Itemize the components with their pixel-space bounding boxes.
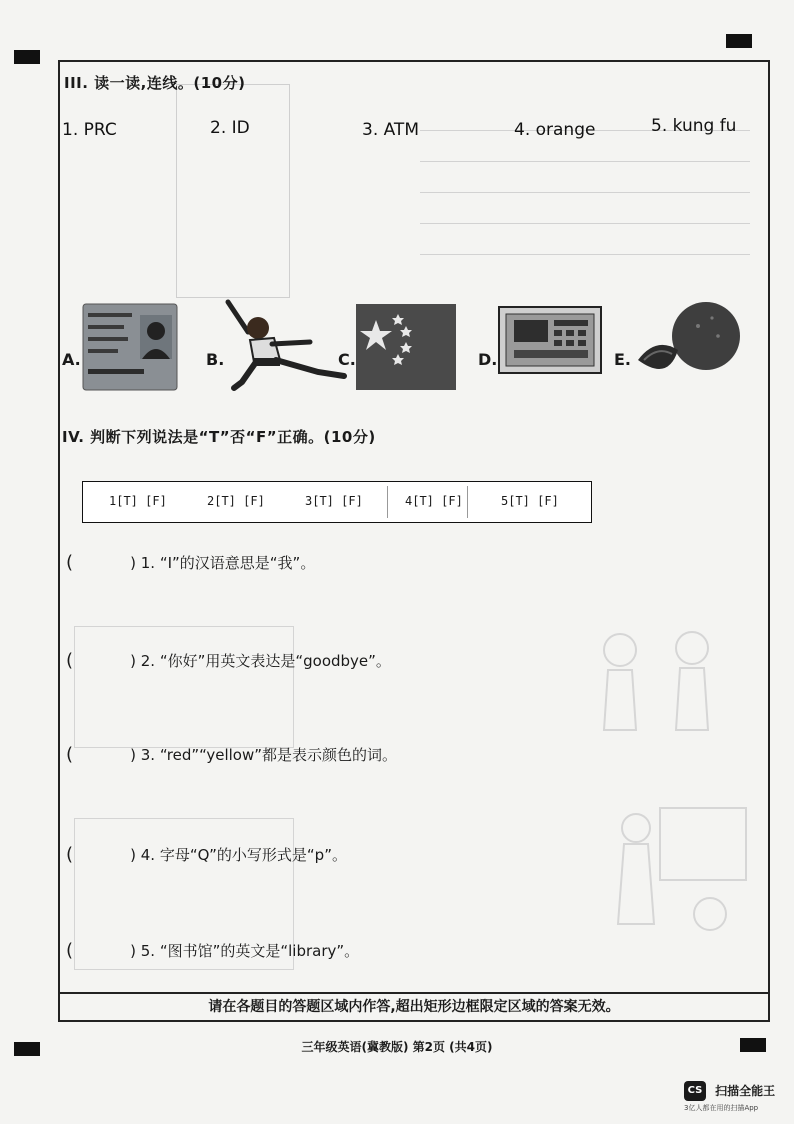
id-card-icon [82,303,178,395]
registration-mark-top-right [726,34,752,48]
registration-mark-top-left [14,50,40,64]
section-3-title: III. 读一读,连线。(10分) [64,74,246,92]
answer-box-divider [467,486,468,518]
statement-2-text: ) 2. “你好”用英文表达是“goodbye”。 [130,652,391,670]
match-word-2: 2. ID [210,118,250,138]
answer-box-divider [387,486,388,518]
answer-blank-4[interactable]: ( [66,844,74,865]
picture-letter-d: D. [478,350,498,369]
answer-option-5[interactable]: 5[T] [F] [501,494,559,508]
bleed-through-illustration [610,804,750,978]
statement-4-text: ) 4. 字母“Q”的小写形式是“p”。 [130,846,347,864]
statement-1 [66,552,666,573]
statement-5-text: ) 5. “图书馆”的英文是“library”。 [130,942,360,960]
atm-machine-icon [498,306,602,378]
statement-3 [66,744,666,765]
ghost-box [74,626,294,748]
answer-option-3[interactable]: 3[T] [F] [305,494,363,508]
answer-blank-2[interactable]: ( [66,650,74,671]
page-footer: 三年级英语(冀教版) 第2页 (共4页) [301,1040,493,1054]
statement-5 [66,940,666,961]
scanner-app-tagline: 3亿人都在用的扫描App [684,1103,759,1112]
scanner-app-name: 扫描全能王 [715,1084,776,1098]
notice-bar [58,992,770,1022]
statement-2 [66,650,666,671]
answer-option-4[interactable]: 4[T] [F] [405,494,463,508]
statement-4 [66,844,666,865]
kung-fu-boy-icon [214,298,354,398]
statement-1-text: ) 1. “I”的汉语意思是“我”。 [130,554,316,572]
statement-3-text: ) 3. “red”“yellow”都是表示颜色的词。 [130,746,398,764]
bleed-through-illustration [580,620,740,754]
picture-letter-e: E. [614,350,632,369]
picture-letter-a: A. [62,350,81,369]
answer-blank-3[interactable]: ( [66,744,74,765]
orange-fruit-icon [632,296,744,396]
picture-letter-c: C. [338,350,356,369]
match-word-5: 5. kung fu [651,116,737,136]
true-false-answer-box [82,481,592,523]
cs-logo: CS [684,1081,706,1101]
scanner-app-watermark [684,1080,775,1113]
answer-option-2[interactable]: 2[T] [F] [207,494,265,508]
china-flag-icon [356,304,456,394]
match-word-3: 3. ATM [362,120,419,140]
answer-blank-1[interactable]: ( [66,552,74,573]
answer-area-notice: 请在各题目的答题区域内作答,超出矩形边框限定区域的答案无效。 [208,999,620,1015]
match-word-1: 1. PRC [62,120,117,140]
section-4-title: IV. 判断下列说法是“T”否“F”正确。(10分) [62,428,376,446]
bleed-through-ghost [176,84,290,298]
match-word-4: 4. orange [514,120,596,140]
answer-option-1[interactable]: 1[T] [F] [109,494,167,508]
picture-letter-b: B. [206,350,225,369]
answer-blank-5[interactable]: ( [66,940,74,961]
